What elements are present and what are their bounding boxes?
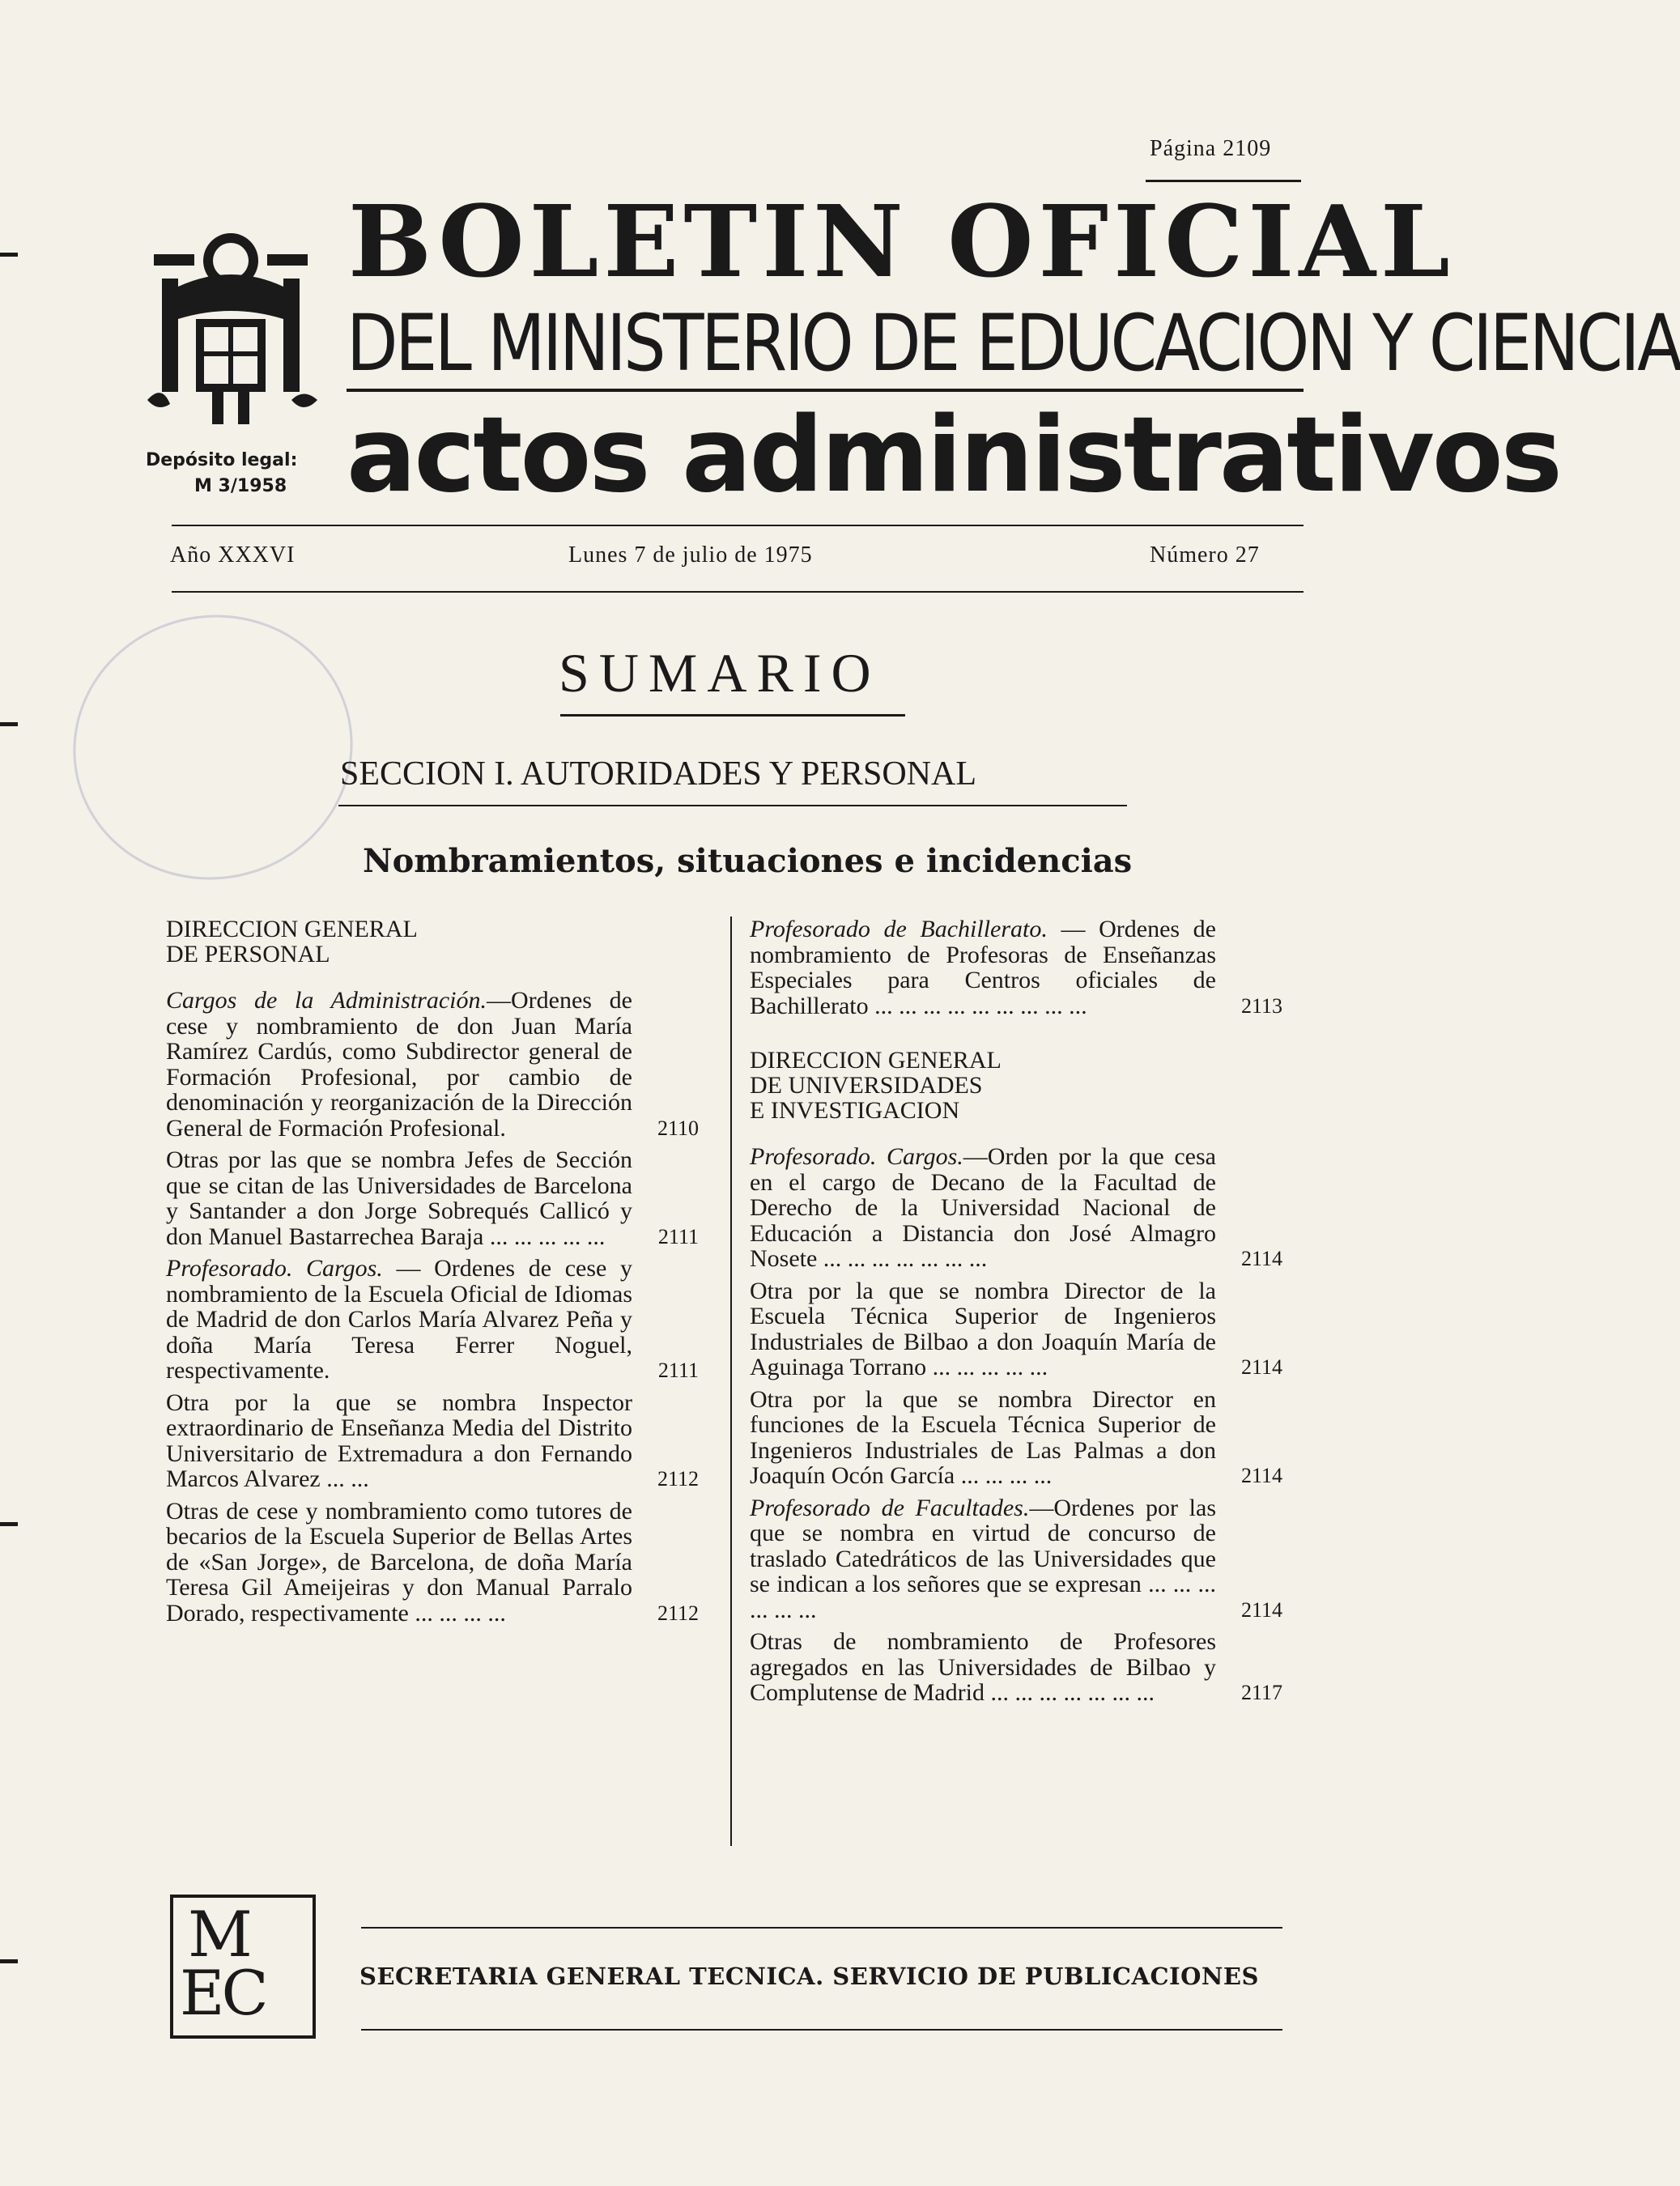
summary-entry [750, 1277, 1282, 1380]
footer-rule-top [361, 1927, 1282, 1929]
entry-body: Otra por la que se nombra Director en funciones de la Escuela Técnica Superior de Ingenieros Industriales de Las Palmas a don Joaquín Ocón García ... ... ... ... [750, 1385, 1216, 1489]
entry-body: —Ordenes de cese y nombramiento de don Juan María Ramírez Cardús, como Subdirector general de Formación Profesional, por cambio de denominación y reorganización de la Dirección General de Formación Profesional. [166, 987, 632, 1142]
entry-text [166, 1390, 632, 1492]
entry-page-number: 2112 [657, 1601, 699, 1625]
entry-text [750, 1144, 1216, 1272]
summary-entry [166, 987, 699, 1142]
entry-body: Otra por la que se nombra Director de la Escuela Técnica Superior de Ingenieros Industriales de Bilbao a don Joaquín María de Aguinaga Torrano ... ... ... ... ... [750, 1277, 1216, 1380]
issue-number: Número 27 [1150, 542, 1260, 568]
entry-page-number: 2111 [657, 1224, 699, 1248]
summary-entry [750, 916, 1282, 1019]
footer-rule-bottom [361, 2029, 1282, 2031]
issue-rule-bottom [172, 591, 1304, 593]
entry-text [166, 1147, 632, 1249]
entry-page-number: 2110 [657, 1116, 699, 1140]
page-number-rule [1146, 180, 1301, 182]
coat-of-arms-icon [146, 230, 324, 432]
entry-page-number: 2114 [1240, 1355, 1282, 1379]
masthead-rule [347, 389, 1304, 392]
mec-logo-ec: EC [180, 1957, 266, 2029]
issue-rule-top [172, 525, 1304, 526]
entry-body: Otras de cese y nombramiento como tutores de becarios de la Escuela Superior de Bellas Artes de «San Jorge», de Barcelona, de doña María Teresa Gil Ameijeiras y don Manual Parralo Dorado, respectivamente ... ... ... ... [166, 1497, 632, 1627]
entry-body: Otras por las que se nombra Jefes de Sección que se citan de las Universidades de Barcelona y Santander a don Jorge Sobrequés Callicó y don Manuel Bastarrechea Baraja ... ... ... ... ... [166, 1146, 632, 1250]
entry-lead: Profesorado de Bachillerato. [750, 916, 1048, 942]
issue-year: Año XXXVI [170, 542, 296, 568]
subsection-title: Nombramientos, situaciones e incidencias [363, 842, 1133, 880]
masthead-subtitle: DEL MINISTERIO DE EDUCACION Y CIENCIA [347, 298, 1680, 389]
entry-page-number: 2111 [657, 1359, 699, 1382]
entry-list [750, 1143, 1282, 1706]
entry-text [166, 988, 632, 1141]
summary-entry [166, 1146, 699, 1250]
section-title: SECCION I. AUTORIDADES Y PERSONAL [340, 755, 977, 793]
dept-heading: DIRECCION GENERAL DE PERSONAL [166, 916, 418, 968]
entry-text [166, 1256, 632, 1384]
entry-body: Otra por la que se nombra Inspector extraordinario de Enseñanza Media del Distrito Universitario de Extremadura a don Fernando Marcos Alvarez ... ... [166, 1389, 632, 1492]
summary-entry [166, 1497, 699, 1627]
entry-lead: Cargos de la Administración. [166, 987, 487, 1014]
summary-entry [166, 1389, 699, 1492]
entry-list [166, 987, 699, 1627]
entry-text [750, 1495, 1216, 1623]
margin-mark [0, 722, 18, 726]
summary-entry [750, 1628, 1282, 1706]
entry-text [750, 1629, 1216, 1706]
entry-body: — Ordenes de cese y nombramiento de la Escuela Oficial de Idiomas de Madrid de don Carlos María Alvarez Peña y doña María Teresa Ferrer Noguel, respectivamente. [166, 1255, 632, 1384]
entry-page-number: 2114 [1240, 1597, 1282, 1622]
entry-page-number: 2117 [1240, 1681, 1282, 1704]
deposito-value: M 3/1958 [194, 476, 287, 496]
entry-text [750, 1278, 1216, 1380]
summary-entry [750, 1143, 1282, 1272]
section-rule [338, 805, 1127, 806]
entry-lead: Profesorado de Facultades. [750, 1494, 1030, 1521]
margin-mark [0, 1522, 18, 1526]
entry-list [750, 916, 1282, 1019]
footer-text: SECRETARIA GENERAL TECNICA. SERVICIO DE PUBLICACIONES [359, 1963, 1259, 1990]
entry-text [750, 917, 1216, 1019]
column-divider [730, 917, 732, 1846]
margin-mark [0, 1959, 18, 1963]
sumario-title: SUMARIO [559, 642, 881, 704]
entry-body: —Ordenes por las que se nombra en virtud de concurso de traslado Catedráticos de las Universidades que se indican a los señores que se expresan ... ... ... ... ... ... [750, 1494, 1216, 1623]
sumario-rule [560, 714, 905, 717]
dept-heading: DIRECCION GENERAL DE UNIVERSIDADES E INVESTIGACION [750, 1047, 1002, 1124]
margin-mark [0, 253, 18, 257]
entry-page-number: 2112 [657, 1467, 699, 1491]
issue-date: Lunes 7 de julio de 1975 [568, 542, 813, 568]
masthead-title: BOLETIN OFICIAL [348, 183, 1455, 300]
entry-lead: Profesorado. Cargos. [750, 1143, 963, 1170]
left-column [166, 916, 699, 1632]
page-number: Página 2109 [1150, 136, 1272, 161]
summary-entry [750, 1385, 1282, 1489]
deposito-label: Depósito legal: [146, 450, 298, 470]
entry-text [166, 1499, 632, 1627]
entry-page-number: 2114 [1240, 1247, 1282, 1270]
mec-logo-m: M [188, 1899, 253, 1971]
entry-body: —Orden por la que cesa en el cargo de Decano de la Facultad de Derecho de la Universidad Nacional de Educación a Distancia don José Almagro Nosete ... ... ... ... ... ... ... [750, 1143, 1216, 1272]
entry-body: — Ordenes de nombramiento de Profesoras de Enseñanzas Especiales para Centros oficiales de Bachillerato ... ... ... ... ... ... ... ... ... [750, 916, 1216, 1019]
library-stamp [49, 589, 377, 906]
entry-text [750, 1387, 1216, 1489]
entry-page-number: 2114 [1240, 1464, 1282, 1487]
masthead-series: actos administrativos [347, 395, 1560, 516]
entry-page-number: 2113 [1240, 993, 1282, 1018]
entry-lead: Profesorado. Cargos. [166, 1255, 383, 1282]
summary-entry [750, 1494, 1282, 1623]
right-column [750, 916, 1282, 1712]
entry-body: Otras de nombramiento de Profesores agregados en las Universidades de Bilbao y Complutense de Madrid ... ... ... ... ... ... ... [750, 1628, 1216, 1706]
summary-entry [166, 1255, 699, 1384]
